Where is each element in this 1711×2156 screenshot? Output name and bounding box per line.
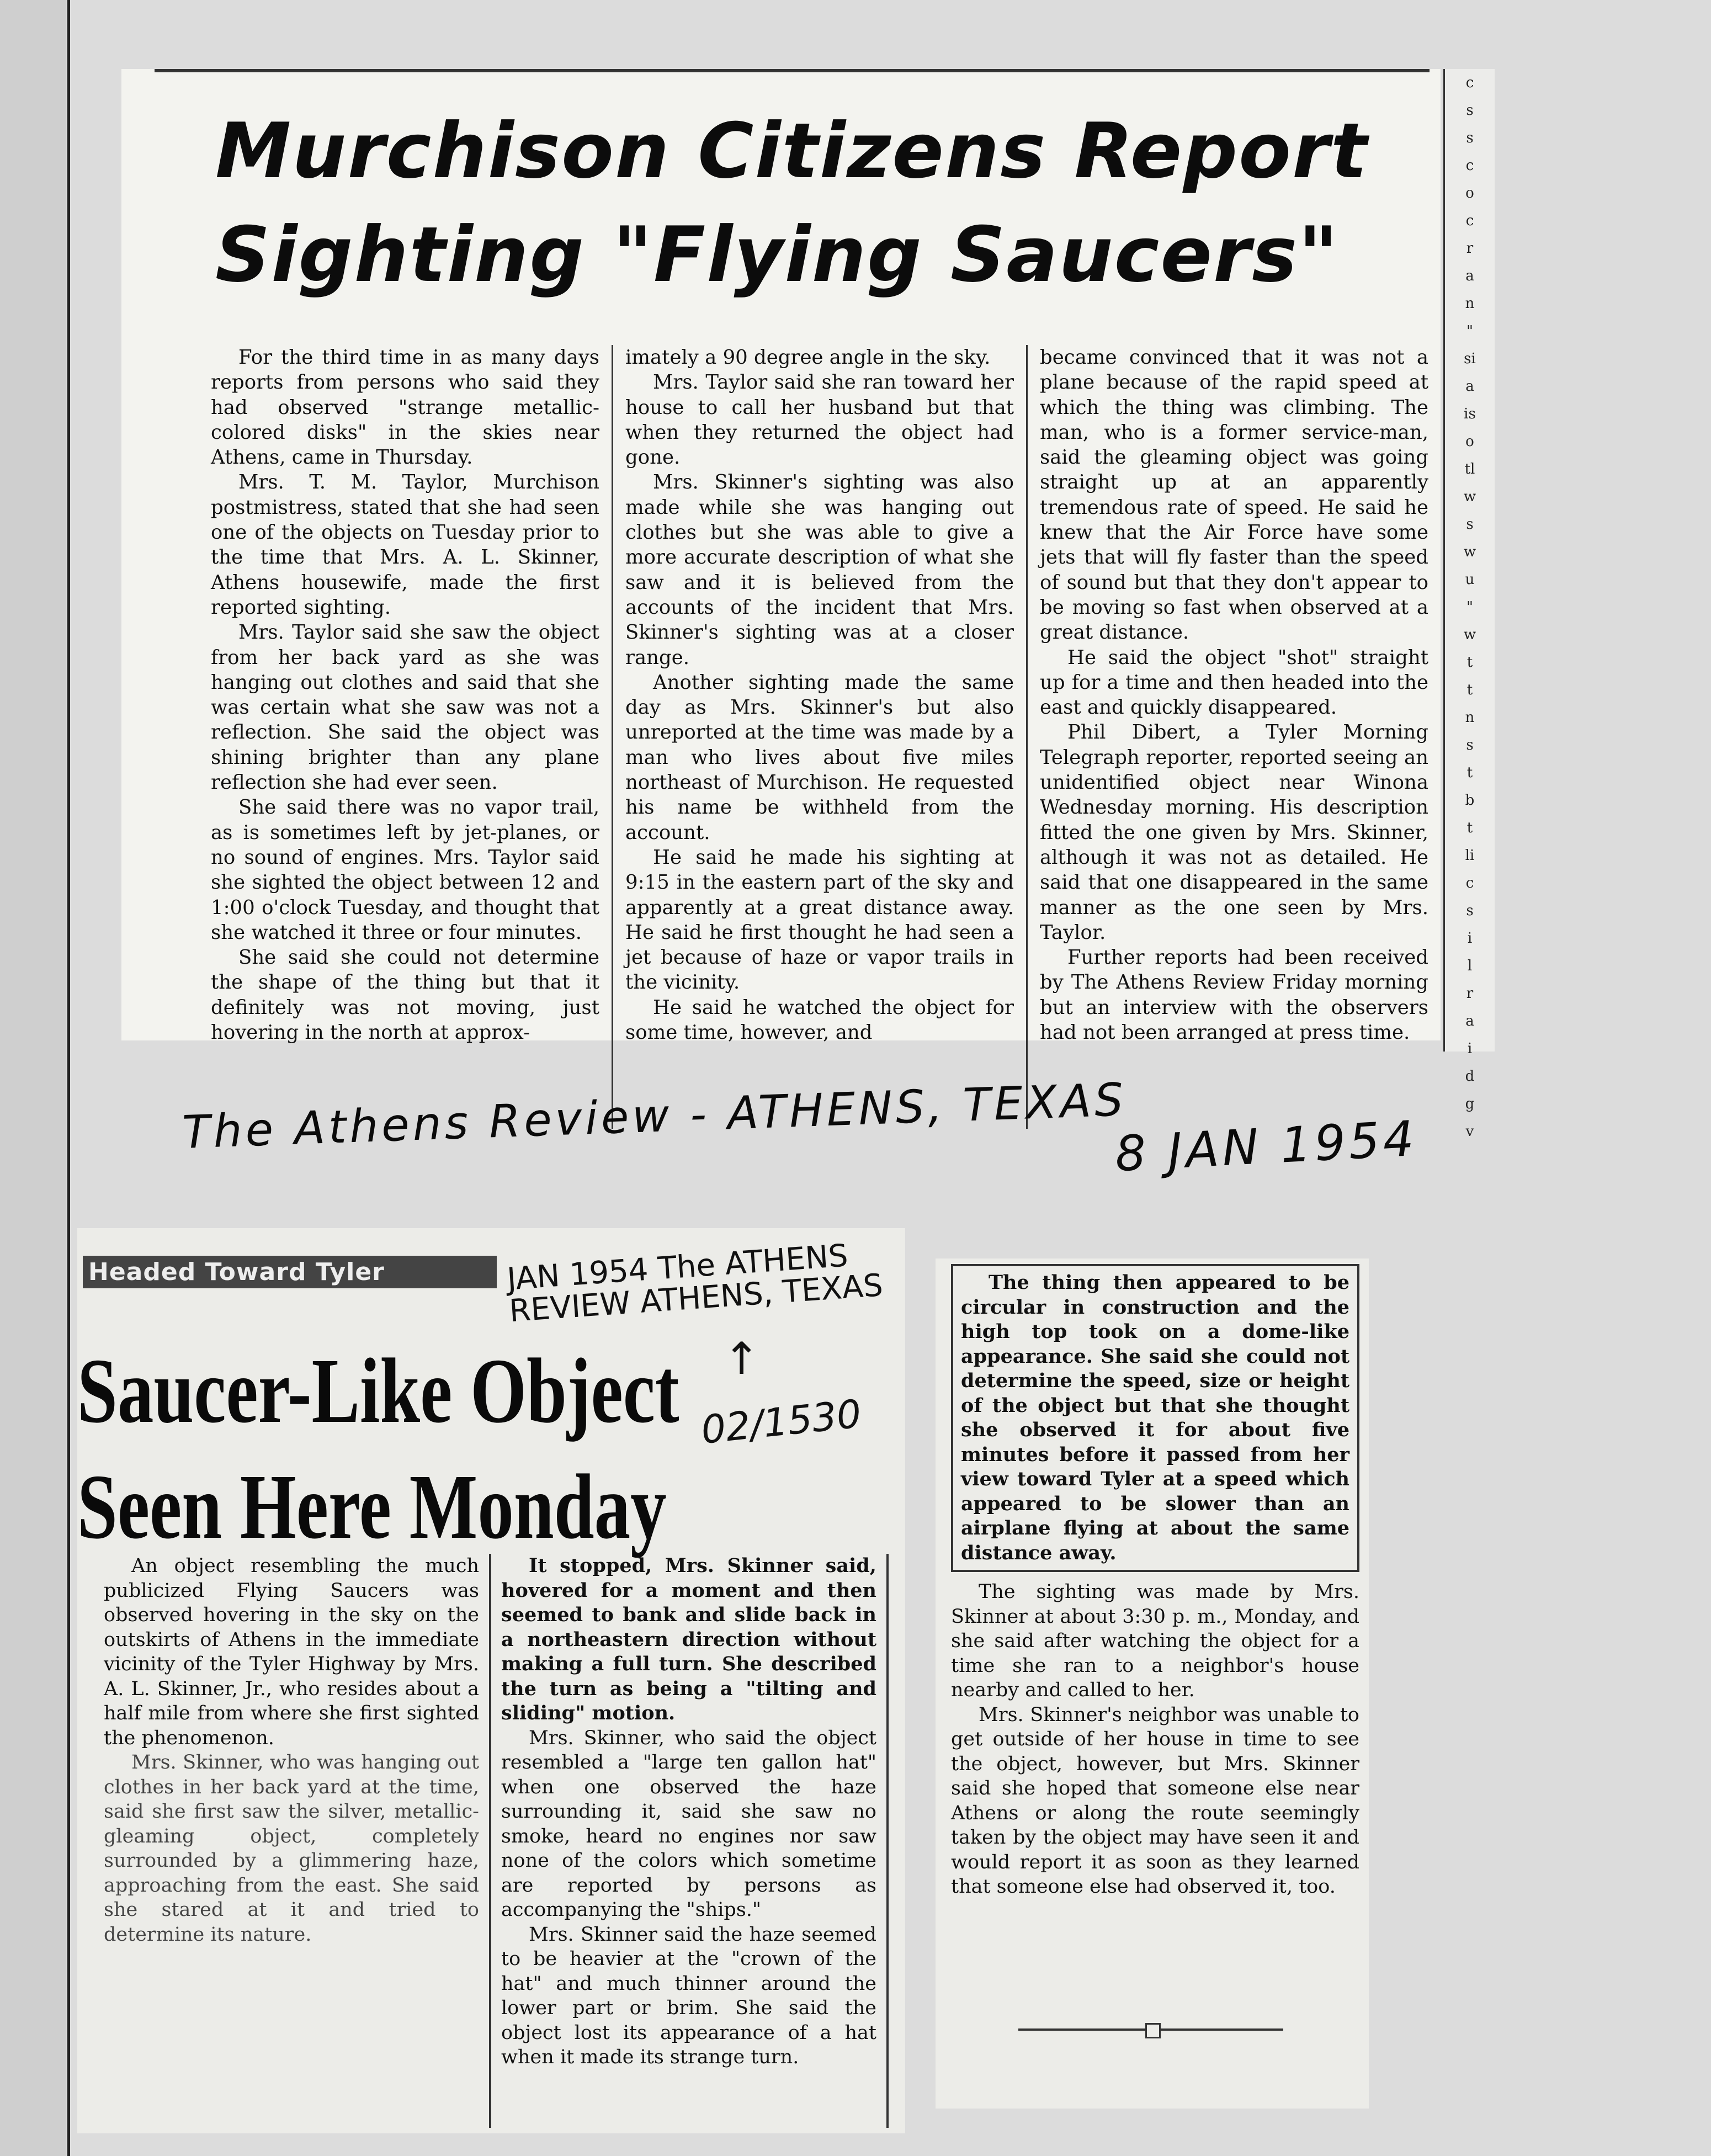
edge-fragment: l <box>1467 958 1473 974</box>
edge-fragment: v <box>1465 1123 1474 1140</box>
edge-fragment: t <box>1466 820 1473 836</box>
edge-fragment: o <box>1465 433 1474 450</box>
edge-fragment: d <box>1465 1068 1475 1085</box>
headline-murchison: Murchison Citizens Report Sighting "Flying Saucers" <box>215 107 1369 299</box>
article-columns <box>941 1264 1369 1899</box>
edge-fragment: a <box>1465 1013 1474 1029</box>
column-1 <box>94 1554 489 2128</box>
edge-fragment: b <box>1465 792 1475 809</box>
top-rule <box>155 69 1430 72</box>
paragraph: Mrs. Taylor said she saw the object from her back yard as she was hanging out clothes and said that she was certain what she saw was not a reflection. She said the object was shining brighter than any plane reflection she had ever seen. <box>211 621 599 794</box>
paragraph: For the third time in as many days reports from persons who said they had observed "strange metallic-colored disks" in the skies near Athens, came in Thursday. <box>211 346 599 469</box>
paragraph: imately a 90 degree angle in the sky. <box>625 346 991 369</box>
edge-fragment: s <box>1466 130 1474 146</box>
paragraph: Mrs. Skinner's sighting was also made while she was hanging out clothes but she was able to give a more accurate description of what she saw and it is believed from the accounts of the incident that Mrs. Skinner's sighting was at a closer range. <box>625 471 1014 669</box>
edge-fragment: u <box>1465 571 1475 588</box>
paragraph: He said he watched the object for some time, however, and <box>625 996 1014 1044</box>
paragraph: became convinced that it was not a plane because of the rapid speed at which the thing was climbing. The man, who is a former service-man, said the gleaming object was going straight up at an apparently tremendous rate of speed. He said he knew that the Air Force have some jets that will fly faster than the speed of sound but that they don't appear to be moving so fast when observed at a great distance. <box>1040 346 1428 644</box>
scan-left-edge <box>0 0 66 2156</box>
column-2 <box>489 1554 889 2128</box>
paragraph: Phil Dibert, a Tyler Morning Telegraph reporter, reported seeing an unidentified object near Winona Wednesday morning. His description fitted the one given by Mrs. Skinner, although it was not as detailed. He said that one disappeared in the same manner as the one seen by Mrs. Taylor. <box>1040 721 1428 944</box>
handwritten-date: 8 JAN 1954 <box>1113 1109 1419 1183</box>
paragraph: Mrs. Skinner, who said the object resembled a "large ten gallon hat" when one observed the haze surrounding it, said she saw no smoke, heard no engines nor saw none of the colors which sometime are reported by persons as accompanying the "ships." <box>501 1727 876 1921</box>
edge-fragment: w <box>1463 488 1476 505</box>
edge-fragment: li <box>1465 847 1475 864</box>
edge-fragment: t <box>1466 682 1473 698</box>
article-columns <box>94 1554 889 2128</box>
paragraph: Another sighting made the same day as Mrs. Skinner's but also unreported at the time was made by a man who lives about five miles northeast of Murchison. He requested his name be withheld from the account. <box>625 671 1014 844</box>
edge-fragment: s <box>1466 516 1474 533</box>
arrow-icon: ↑ <box>723 1333 761 1384</box>
edge-fragment: r <box>1466 240 1474 257</box>
edge-fragment: c <box>1465 213 1474 229</box>
edge-fragment: s <box>1466 737 1474 753</box>
edge-fragment: t <box>1466 654 1473 671</box>
paragraph: An object resembling the much publicized Flying Saucers was observed hovering in the sky on the outskirts of Athens in the immediate vicinity of the Tyler Highway by Mrs. A. L. Skinner, Jr., who resides about a half mile from where she first sighted the phenomenon. <box>104 1555 479 1749</box>
paragraph: He said he made his sighting at 9:15 in the eastern part of the sky and apparently at a great distance away. He said he first thought he had seen a jet because of haze or vapor trails in the vicinity. <box>625 846 1014 994</box>
edge-fragment: n <box>1465 295 1475 312</box>
paragraph: She said she could not determine the shape of the thing but that it definitely was not moving, just hovering in the north at approx- <box>211 946 599 1044</box>
clipping-continuation <box>936 1258 1369 2109</box>
edge-fragment: si <box>1464 351 1476 367</box>
edge-fragment: r <box>1466 985 1474 1002</box>
edge-fragment: i <box>1467 1040 1473 1057</box>
edge-fragment: a <box>1465 268 1474 284</box>
paragraph: He said the object "shot" straight up for a time and then headed into the east and quickly disappeared. <box>1040 646 1428 719</box>
headline-line-1: Saucer-Like Object <box>77 1340 679 1442</box>
edge-fragment: is <box>1464 406 1476 422</box>
edge-fragment: t <box>1466 764 1473 781</box>
adjacent-clipping-edge <box>1443 69 1495 1140</box>
article-columns <box>199 345 1441 1129</box>
paragraph: Mrs. Skinner, who was hanging out clothes in her back yard at the time, said she first saw the silver, metallic-gleaming object, completely surrounded by a glimmering haze, approaching from the east. She said she stared at it and tried to determine its nature. <box>104 1751 479 1946</box>
scan-rule-left <box>67 0 70 2156</box>
handwritten-code: 02/1530 <box>699 1391 864 1453</box>
edge-fragment: s <box>1466 902 1474 919</box>
clipping-saucer-like <box>77 1228 905 2133</box>
edge-fragment: a <box>1465 378 1474 395</box>
end-mark-icon <box>1145 2023 1161 2038</box>
headline-line-2: Seen Here Monday <box>77 1456 667 1558</box>
edge-fragment: c <box>1465 157 1474 174</box>
boxed-paragraph: The thing then appeared to be circular in construction and the high top took on a dome-like appearance. She said she could not determine the speed, size or height of the object but that she thought she observed it for about five minutes before it passed from her view toward Tyler at a speed which appeared to be slower than an airplane flying at about the same distance away. <box>951 1264 1359 1572</box>
handwritten-source: The Athens Review - ATHENS, TEXAS <box>181 1074 1128 1159</box>
edge-fragment: w <box>1463 544 1476 560</box>
paragraph: Further reports had been received by The Athens Review Friday morning but an interview with the observers had not been arranged at press time. <box>1040 946 1428 1044</box>
headline-saucer-like <box>77 1333 706 1565</box>
edge-fragment: i <box>1467 930 1473 947</box>
kicker-headed-toward-tyler: Headed Toward Tyler <box>83 1256 497 1288</box>
paragraph: The sighting was made by Mrs. Skinner at about 3:30 p. m., Monday, and she said after watching the object for a time she ran to a neighbor's house nearby and called to her. <box>951 1581 1359 1701</box>
edge-fragment: n <box>1465 709 1475 726</box>
handwritten-note: JAN 1954 The ATHENS REVIEW ATHENS, TEXAS <box>506 1238 884 1330</box>
edge-fragment: tl <box>1464 461 1475 477</box>
paragraph: Mrs. Skinner said the haze seemed to be heavier at the "crown of the hat" and much thinner around the lower part or brim. She said the object lost its appearance of a hat when it made its strange turn. <box>501 1923 876 2068</box>
edge-fragment: c <box>1465 875 1474 891</box>
edge-fragment: g <box>1465 1096 1475 1112</box>
column-3 <box>1026 345 1441 1129</box>
paragraph: Mrs. Skinner's neighbor was unable to get outside of her house in time to see the object, however, but Mrs. Skinner said she hoped that someone else near Athens or along the route seemingly taken by the object may have seen it and would report it as soon as they learned that someone else had observed it, too. <box>951 1703 1359 1898</box>
column-2 <box>612 345 1026 1129</box>
edge-fragment: s <box>1466 102 1474 119</box>
edge-fragment: o <box>1465 185 1474 201</box>
paragraph: Mrs. T. M. Taylor, Murchison postmistress, stated that she had seen one of the objects on Tuesday prior to the time that Mrs. A. L. Skinner, Athens housewife, made the first reported sighting. <box>211 471 599 619</box>
edge-fragment: " <box>1466 599 1473 615</box>
edge-fragment: c <box>1465 75 1474 91</box>
paragraph: Mrs. Taylor said she ran toward her house to call her husband but that when they returned the object had gone. <box>625 371 1014 469</box>
clipping-murchison <box>121 69 1441 1044</box>
column-1 <box>199 345 612 1129</box>
column-1 <box>941 1264 1369 1899</box>
edge-fragment: " <box>1466 323 1473 339</box>
paragraph: She said there was no vapor trail, as is sometimes left by jet-planes, or no sound of engines. Mrs. Taylor said she sighted the object between 12 and 1:00 o'clock Tuesday, and thought that she watched it three or four minutes. <box>211 796 599 944</box>
edge-fragment: w <box>1463 626 1476 643</box>
paragraph: It stopped, Mrs. Skinner said, hovered for a moment and then seemed to bank and slide back in a northeastern direction without making a full turn. She described the turn as being a "tilting and sliding" motion. <box>501 1554 876 1724</box>
